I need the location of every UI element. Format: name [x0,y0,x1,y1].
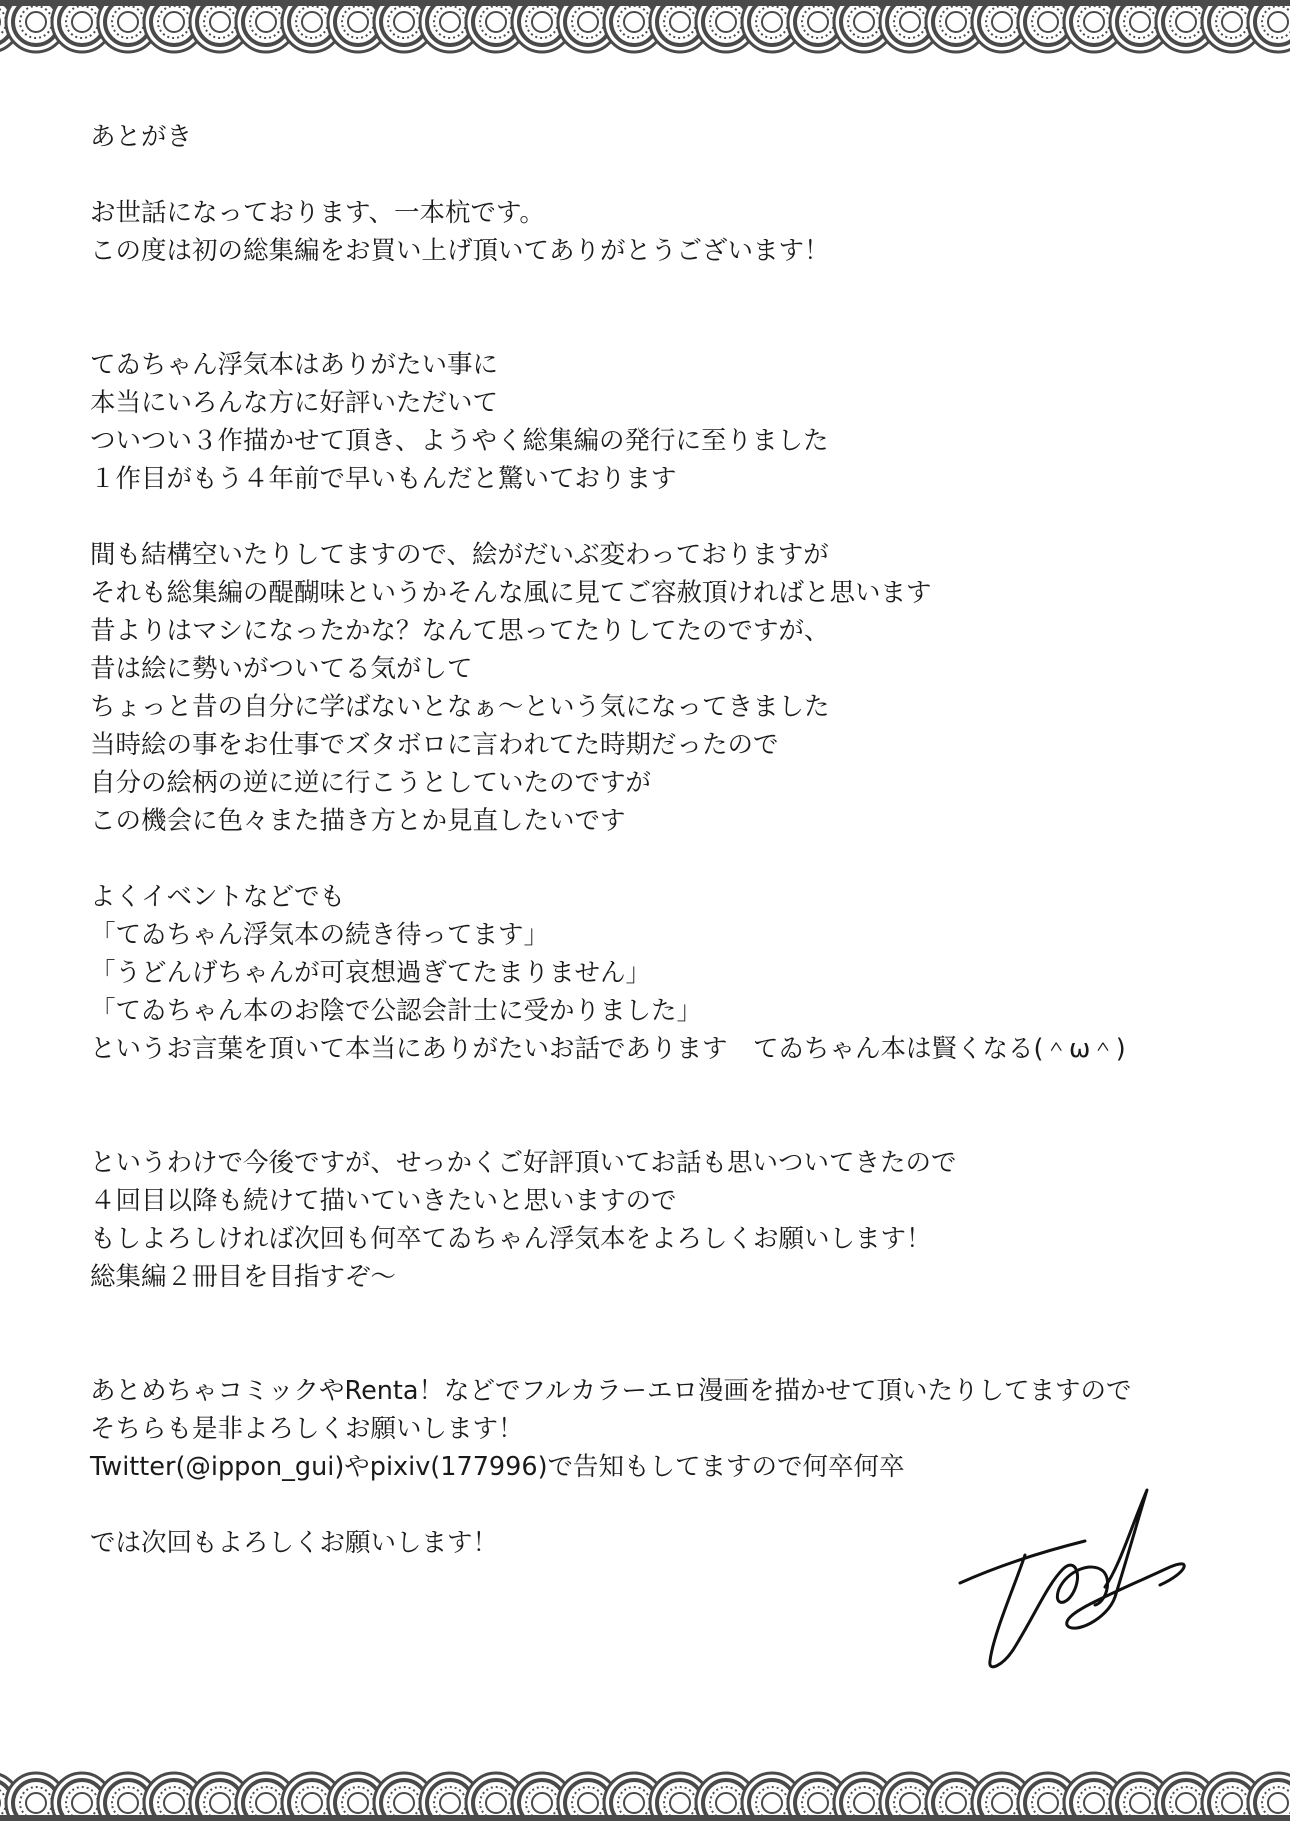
text-line: 「てゐちゃん浮気本の続き待ってます」 [90,920,550,950]
text-line: そちらも是非よろしくお願いします！ [90,1414,524,1444]
lace-border-bottom [0,1751,1290,1821]
text-line: 自分の絵柄の逆に逆に行こうとしていたのですが [90,768,652,798]
text-line: ついつい３作描かせて頂き、ようやく総集編の発行に至りました [90,426,829,456]
text-line: というお言葉を頂いて本当にありがたいお話であります てゐちゃん本は賢くなる(＾ω＾) [90,1034,1126,1064]
text-line: 本当にいろんな方に好評いただいて [90,388,499,418]
text-line: ちょっと昔の自分に学ばないとなぁ～という気になってきました [90,692,830,722]
text-line: Twitter(@ippon_gui)やpixiv(177996)で告知もしてますので何卒何卒 [90,1452,905,1482]
paragraph [90,194,1250,270]
author-signature [955,1485,1200,1675]
afterword-title: あとがき [90,122,193,152]
paragraph [90,536,1250,840]
lace-border-top [0,0,1290,72]
afterword-page [90,118,1250,1562]
text-line: この機会に色々また描き方とか見直したいです [90,806,626,836]
text-line: 「てゐちゃん本のお陰で公認会計士に受かりました」 [90,996,703,1026]
text-line: あとめちゃコミックやRenta！などでフルカラーエロ漫画を描かせて頂いたりしてますので [90,1376,1132,1406]
text-line: 「うどんげちゃんが可哀想過ぎてたまりません」 [90,958,652,988]
text-line: 昔は絵に勢いがついてる気がして [90,654,473,684]
paragraph [90,346,1250,498]
text-line: よくイベントなどでも [90,882,346,912]
text-line: お世話になっております、一本杭です。 [90,198,545,228]
text-line: １作目がもう４年前で早いもんだと驚いております [90,464,677,494]
text-line: 総集編２冊目を目指すぞ～ [90,1262,397,1292]
text-line: この度は初の総集編をお買い上げ頂いてありがとうございます！ [90,236,830,266]
paragraph [90,878,1250,1068]
text-line: 間も結構空いたりしてますので、絵がだいぶ変わっておりますが [90,540,829,570]
paragraph [90,1372,1250,1486]
text-line: もしよろしければ次回も何卒てゐちゃん浮気本をよろしくお願いします！ [90,1224,932,1254]
text-line: 昔よりはマシになったかな？なんて思ってたりしてたのですが、 [90,616,830,646]
text-line: それも総集編の醍醐味というかそんな風に見てご容赦頂ければと思います [90,578,932,608]
text-line: では次回もよろしくお願いします！ [90,1528,499,1558]
text-line: 当時絵の事をお仕事でズタボロに言われてた時期だったので [90,730,779,760]
text-line: てゐちゃん浮気本はありがたい事に [90,350,499,380]
text-line: というわけで今後ですが、せっかくご好評頂いてお話も思いついてきたので [90,1148,957,1178]
text-line: ４回目以降も続けて描いていきたいと思いますので [90,1186,677,1216]
paragraph [90,1144,1250,1296]
